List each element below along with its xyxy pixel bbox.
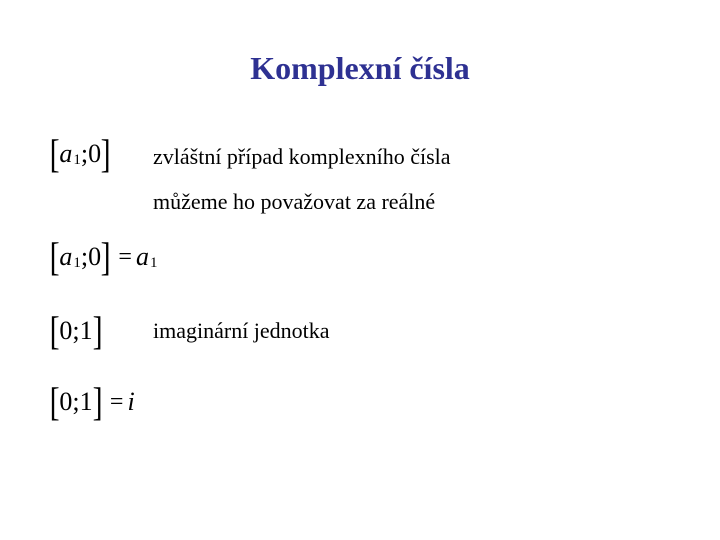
equals-sign: =	[109, 389, 124, 415]
right-bracket: ]	[92, 379, 103, 424]
slide-title: Komplexní čísla	[250, 50, 470, 86]
formula-second: 0	[88, 242, 102, 271]
rhs-sub: 1	[149, 255, 158, 271]
description-real: můžeme ho považovat za reálné	[153, 189, 436, 214]
formula-second: 1	[79, 387, 93, 416]
formula-sep: ;	[72, 316, 80, 345]
description-imaginary-unit: imaginární jednotka	[153, 318, 330, 343]
formula-pair-equals-real	[48, 234, 158, 279]
formula-second: 1	[79, 316, 93, 345]
formula-sep: ;	[80, 242, 89, 271]
formula-pair-equals-i	[48, 379, 135, 424]
left-bracket: [	[49, 234, 60, 279]
rhs-var: a	[135, 242, 149, 271]
equals-sign: =	[118, 244, 132, 270]
right-bracket: ]	[92, 308, 103, 353]
formula-var: a	[59, 242, 73, 271]
left-bracket: [	[49, 131, 60, 176]
formula-var: a	[59, 139, 73, 168]
formula-sep: ;	[80, 139, 89, 168]
formula-pair-0-1	[48, 308, 104, 353]
right-bracket: ]	[100, 131, 111, 176]
formula-sub: 1	[73, 152, 81, 168]
formula-pair-a1-0	[48, 131, 112, 176]
formula-first: 0	[59, 316, 73, 345]
left-bracket: [	[49, 308, 60, 353]
left-bracket: [	[49, 379, 60, 424]
right-bracket: ]	[100, 234, 111, 279]
rhs-var: i	[127, 387, 135, 416]
formula-first: 0	[59, 387, 73, 416]
formula-second: 0	[88, 139, 102, 168]
formula-sub: 1	[73, 255, 81, 271]
formula-sep: ;	[72, 387, 80, 416]
description-special-case: zvláštní případ komplexního čísla	[153, 144, 451, 169]
